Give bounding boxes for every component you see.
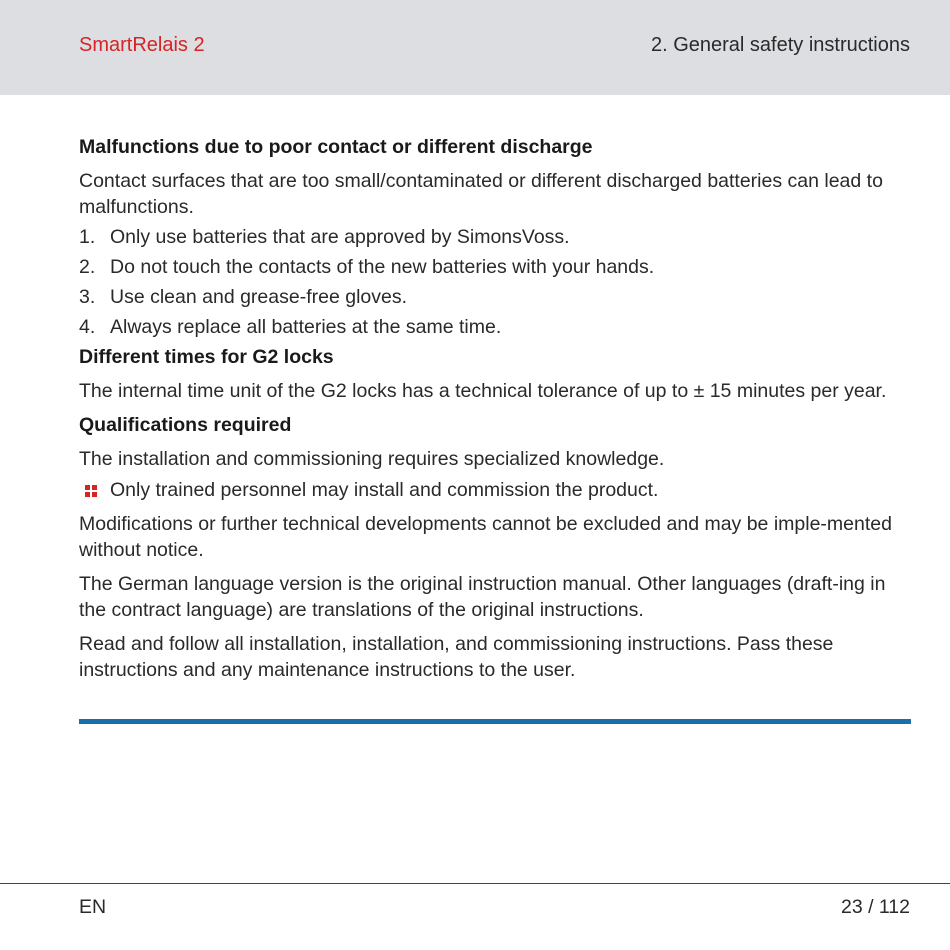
step-number: 2.: [79, 256, 96, 278]
qualifications-bullets: [79, 477, 911, 507]
step-number: 3.: [79, 286, 96, 308]
list-item: [79, 254, 911, 284]
paragraph-read-follow: Read and follow all installation, installation, and commissioning instructions. Pass these instructions and any maintenance instructions to the user.: [79, 633, 834, 681]
product-name: SmartRelais 2: [79, 34, 205, 56]
list-item: [79, 477, 911, 507]
paragraph-qualifications: The installation and commissioning requires specialized knowledge.: [79, 448, 665, 470]
step-text: Do not touch the contacts of the new batteries with your hands.: [110, 256, 655, 278]
section-end-rule: [79, 719, 911, 724]
heading-qualifications: Qualifications required: [79, 414, 292, 436]
paragraph-language: The German language version is the original instruction manual. Other languages (draft-ing in the contract language) are translations of the original instructions.: [79, 573, 886, 621]
step-number: 4.: [79, 316, 96, 338]
paragraph-g2-times: The internal time unit of the G2 locks has a technical tolerance of up to ± 15 minutes per year.: [79, 380, 887, 402]
list-item: [79, 284, 911, 314]
page-header: [0, 0, 950, 95]
section-title: 2. General safety instructions: [650, 34, 910, 56]
paragraph-malfunctions: Contact surfaces that are too small/contaminated or different discharged batteries can lead to malfunctions.: [79, 170, 883, 218]
heading-malfunctions: Malfunctions due to poor contact or different discharge: [79, 136, 593, 158]
battery-steps-list: [79, 224, 911, 344]
page-content: [79, 134, 911, 683]
list-item: [79, 314, 911, 344]
list-item: [79, 224, 911, 254]
heading-g2-times: Different times for G2 locks: [79, 346, 334, 368]
step-text: Use clean and grease-free gloves.: [110, 286, 408, 308]
footer-language: EN: [79, 896, 107, 918]
footer-divider: [0, 883, 950, 884]
step-text: Always replace all batteries at the same time.: [110, 316, 502, 338]
step-number: 1.: [79, 226, 96, 248]
step-text: Only use batteries that are approved by SimonsVoss.: [110, 226, 570, 248]
page-number: 23 / 112: [840, 896, 910, 918]
bullet-text: Only trained personnel may install and commission the product.: [110, 479, 659, 501]
paragraph-modifications: Modifications or further technical developments cannot be excluded and may be imple-mented without notice.: [79, 513, 892, 561]
red-square-bullet-icon: [85, 485, 98, 498]
